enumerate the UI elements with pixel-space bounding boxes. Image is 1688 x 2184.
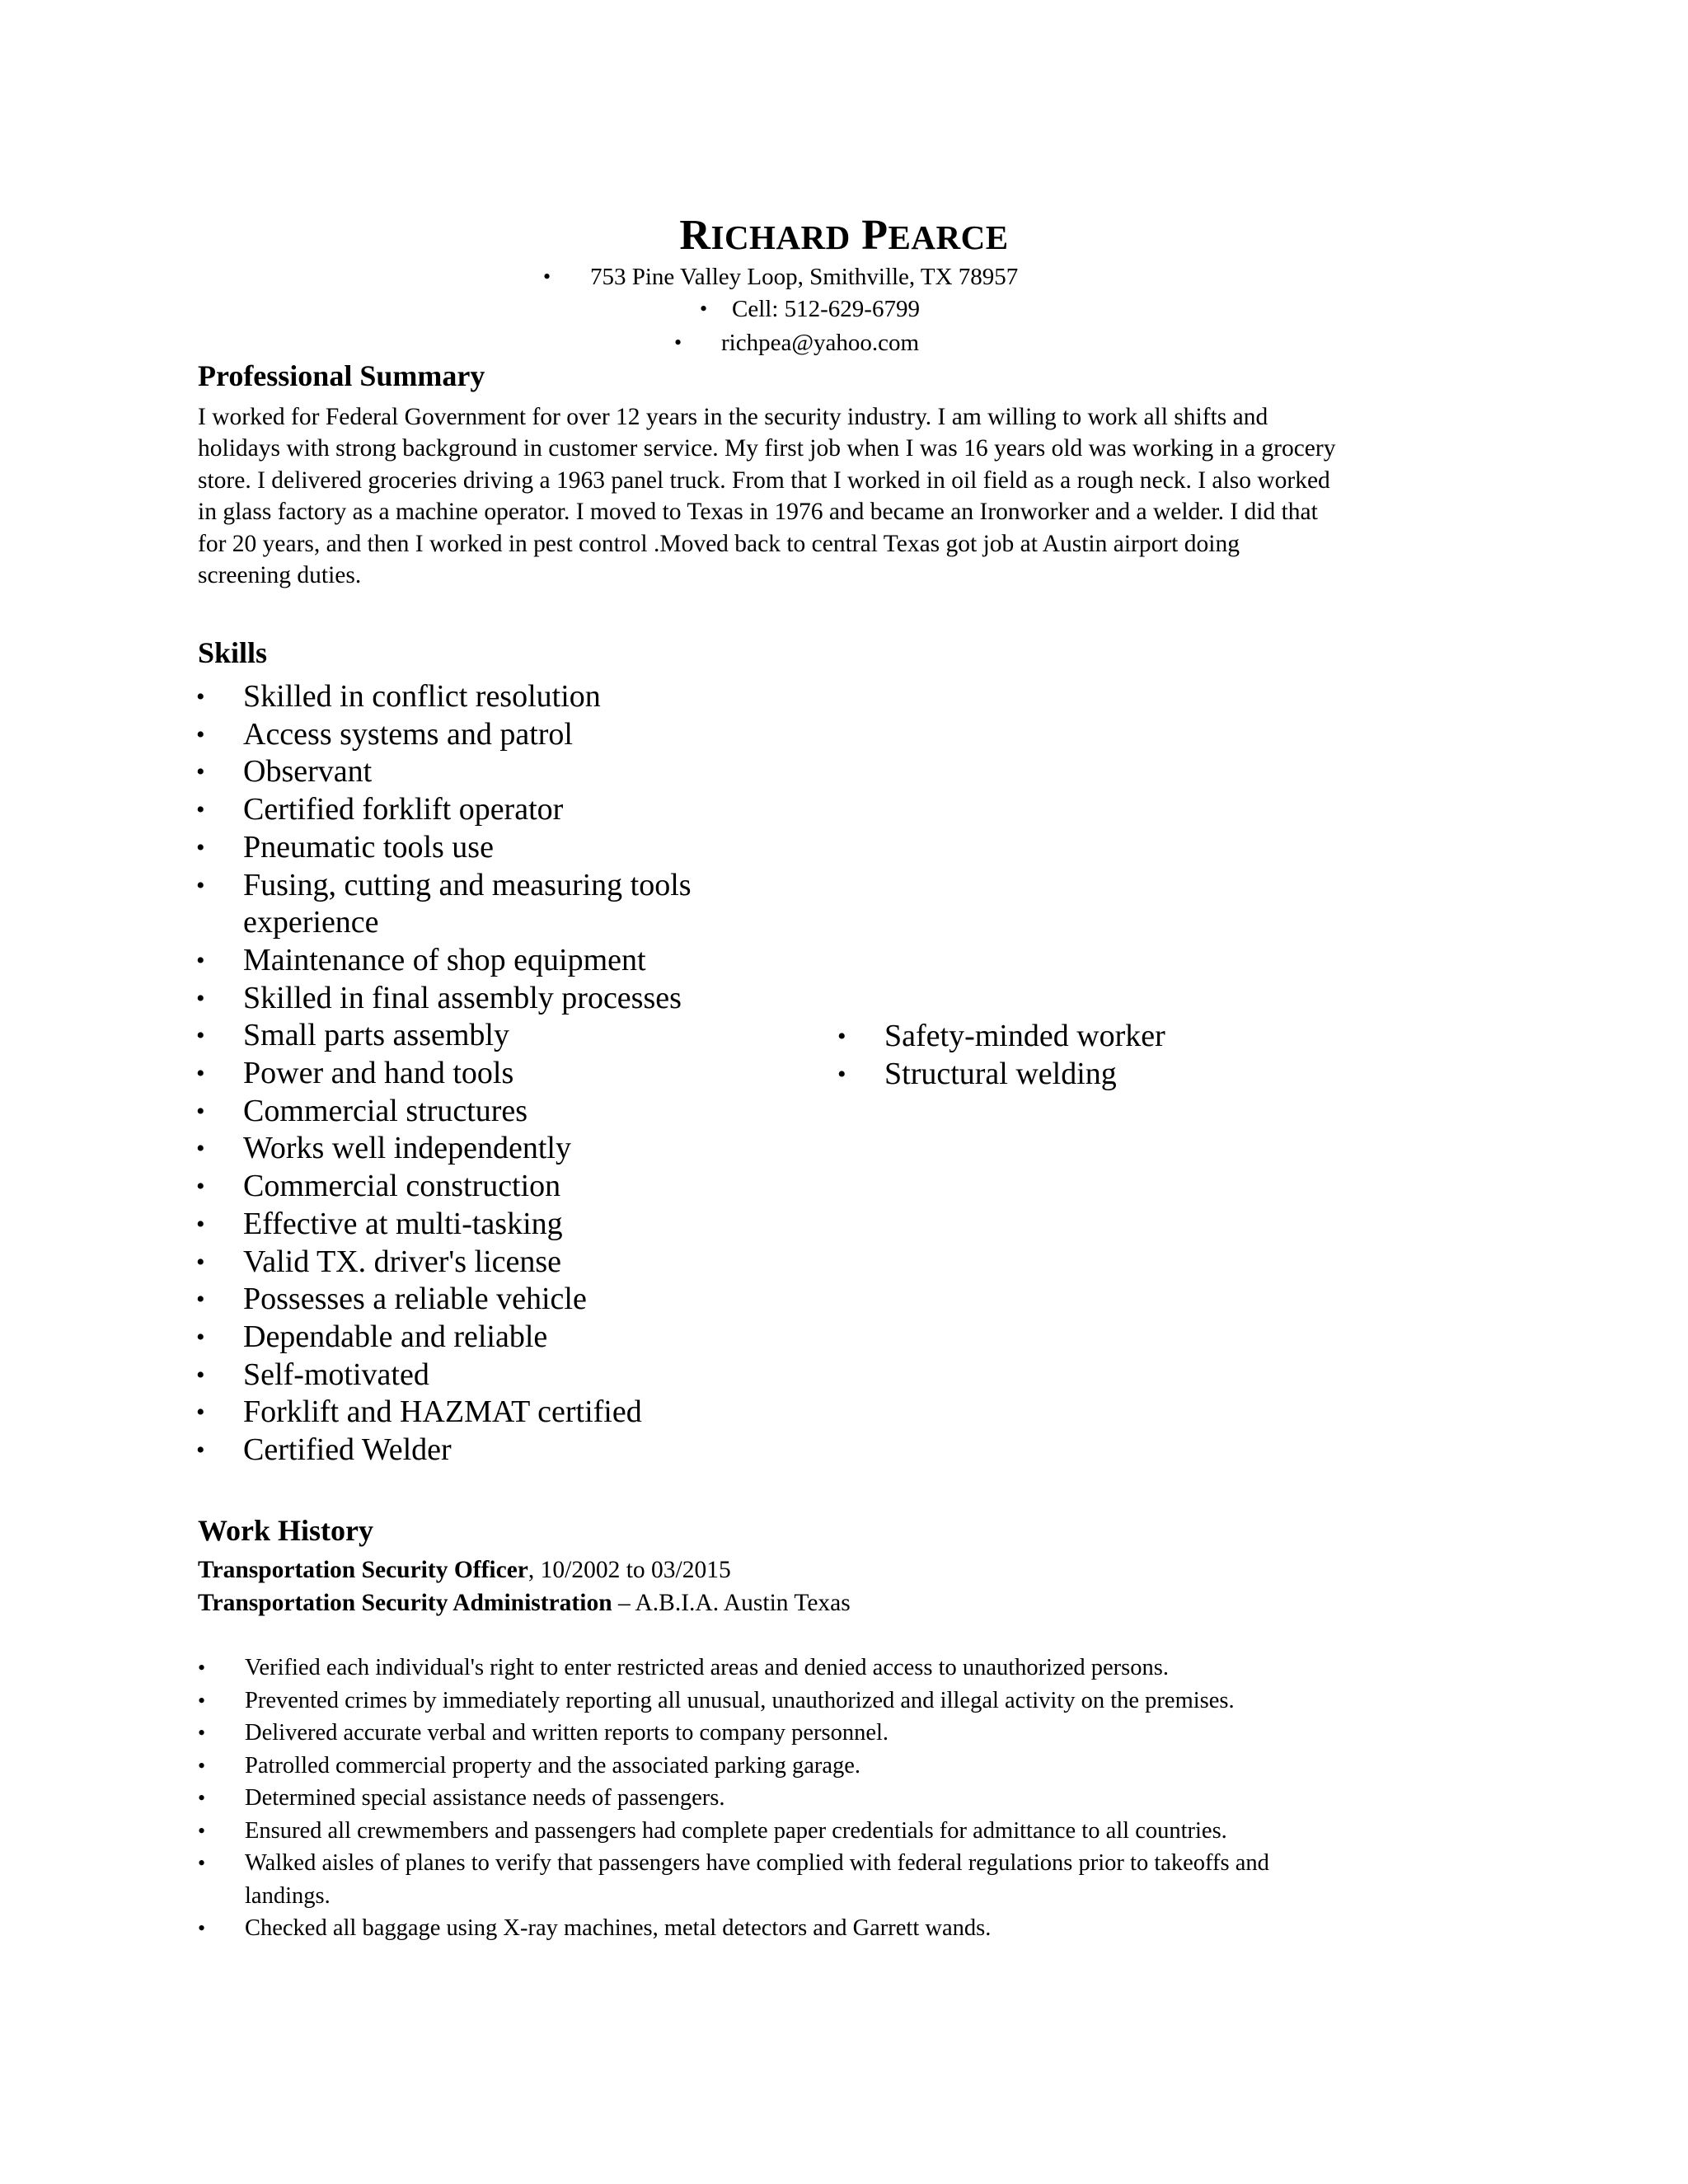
skill-item: • Commercial structures — [196, 1093, 692, 1131]
bullet-icon: • — [700, 297, 708, 321]
bullet-icon: • — [198, 1916, 206, 1940]
job-title-line — [198, 1554, 731, 1586]
bullet-icon: • — [196, 1022, 205, 1050]
bullet-icon: • — [196, 1135, 205, 1163]
skill-item: • Skilled in conflict resolution — [196, 678, 692, 716]
skill-item: • Maintenance of shop equipment — [196, 942, 692, 980]
duty-item: • Checked all baggage using X-ray machines, metal detectors and Garrett wands. — [198, 1912, 1484, 1945]
summary-line: screening duties. — [198, 562, 362, 589]
duty-item: • Verified each individual's right to enter restricted areas and denied access to unauthorized persons. — [198, 1652, 1484, 1685]
skill-item: • Structural welding — [837, 1056, 1165, 1094]
name-first-rest: ICHARD — [710, 218, 851, 256]
summary-heading: Professional Summary — [198, 359, 485, 392]
skill-item: • Certified forklift operator — [196, 791, 692, 829]
duty-item: • Walked aisles of planes to verify that passengers have complied with federal regulations prior to takeoffs and landings. — [198, 1847, 1484, 1912]
skill-item: • Access systems and patrol — [196, 716, 692, 754]
summary-text — [198, 401, 1484, 591]
name-last-rest: EARCE — [888, 218, 1009, 256]
bullet-icon: • — [196, 758, 205, 786]
contact-phone: Cell: 512-629-6799 — [732, 296, 920, 322]
bullet-icon: • — [198, 1721, 206, 1745]
candidate-name — [0, 210, 1688, 263]
bullet-icon: • — [543, 265, 551, 288]
work-history-heading: Work History — [198, 1514, 373, 1547]
bullet-icon: • — [196, 833, 205, 861]
skill-item: • Forklift and HAZMAT certified — [196, 1394, 692, 1432]
bullet-icon: • — [196, 984, 205, 1012]
contact-email: richpea@yahoo.com — [721, 330, 920, 356]
bullet-icon: • — [198, 1851, 206, 1875]
duty-item: • Ensured all crewmembers and passengers had complete paper credentials for admittance to all countries. — [198, 1815, 1484, 1848]
name-last-initial: P — [861, 212, 889, 259]
bullet-icon: • — [196, 1097, 205, 1125]
skills-list-left — [196, 678, 692, 1469]
bullet-icon: • — [196, 1248, 205, 1276]
summary-line: I worked for Federal Government for over 12 years in the security industry. I am willing to work all shifts and — [198, 404, 1268, 430]
job-duties-list — [198, 1652, 1484, 1945]
bullet-icon: • — [837, 1023, 846, 1050]
bullet-icon: • — [196, 683, 205, 710]
bullet-icon: • — [196, 1436, 205, 1465]
skill-item: • Pneumatic tools use — [196, 829, 692, 867]
bullet-icon: • — [196, 1060, 205, 1088]
skill-item: • Power and hand tools — [196, 1055, 692, 1093]
bullet-icon: • — [198, 1753, 206, 1778]
duty-item: • Prevented crimes by immediately reporting all unusual, unauthorized and illegal activity on the premises. — [198, 1685, 1484, 1718]
skill-item: • Possesses a reliable vehicle — [196, 1281, 692, 1319]
contact-address: 753 Pine Valley Loop, Smithville, TX 78957 — [590, 264, 1019, 290]
skill-item: • Certified Welder — [196, 1432, 692, 1469]
employer-location: – A.B.I.A. Austin Texas — [612, 1590, 851, 1616]
bullet-icon: • — [198, 1688, 206, 1713]
skill-item: • Observant — [196, 753, 692, 791]
duty-item-continuation: landings. — [245, 1882, 331, 1909]
duty-item: • Patrolled commercial property and the associated parking garage. — [198, 1750, 1484, 1783]
bullet-icon: • — [196, 1173, 205, 1201]
bullet-icon: • — [196, 1323, 205, 1351]
skill-item: • Dependable and reliable — [196, 1319, 692, 1357]
bullet-icon: • — [674, 330, 682, 354]
bullet-icon: • — [196, 720, 205, 748]
bullet-icon: • — [837, 1060, 846, 1088]
skill-item: • Skilled in final assembly processes — [196, 980, 692, 1018]
skill-item: • Self-motivated — [196, 1357, 692, 1394]
bullet-icon: • — [198, 1656, 206, 1680]
bullet-icon: • — [196, 946, 205, 974]
employer-line — [198, 1587, 851, 1619]
skills-list-right — [837, 1018, 1165, 1093]
skill-item: • Effective at multi-tasking — [196, 1206, 692, 1244]
name-first-initial: R — [679, 212, 711, 259]
skill-item: • Valid TX. driver's license — [196, 1244, 692, 1282]
summary-line: holidays with strong background in customer service. My first job when I was 16 years old was working in a grocery — [198, 435, 1336, 462]
job-title: Transportation Security Officer — [198, 1557, 528, 1583]
employer-name: Transportation Security Administration — [198, 1590, 612, 1616]
duty-item: • Determined special assistance needs of passengers. — [198, 1782, 1484, 1815]
skill-item: • Fusing, cutting and measuring tools experience — [196, 867, 692, 942]
duty-item: • Delivered accurate verbal and written reports to company personnel. — [198, 1717, 1484, 1750]
bullet-icon: • — [196, 1361, 205, 1389]
bullet-icon: • — [196, 1286, 205, 1314]
skill-item-continuation: experience — [243, 905, 379, 940]
summary-line: for 20 years, and then I worked in pest control .Moved back to central Texas got job at Austin airport doing — [198, 530, 1240, 557]
bullet-icon: • — [196, 1399, 205, 1427]
skill-item: • Small parts assembly — [196, 1017, 692, 1055]
skill-item: • Safety-minded worker — [837, 1018, 1165, 1056]
summary-line: in glass factory as a machine operator. I moved to Texas in 1976 and became an Ironworker and a welder. I did that — [198, 499, 1318, 526]
skills-heading: Skills — [198, 636, 268, 669]
bullet-icon: • — [196, 796, 205, 824]
summary-line: store. I delivered groceries driving a 1963 panel truck. From that I worked in oil field as a rough neck. I also worked — [198, 466, 1330, 494]
bullet-icon: • — [198, 1818, 206, 1843]
skill-item: • Commercial construction — [196, 1168, 692, 1206]
bullet-icon: • — [198, 1786, 206, 1810]
bullet-icon: • — [196, 871, 205, 899]
job-dates: , 10/2002 to 03/2015 — [528, 1557, 731, 1583]
skill-item: • Works well independently — [196, 1130, 692, 1168]
bullet-icon: • — [196, 1210, 205, 1238]
